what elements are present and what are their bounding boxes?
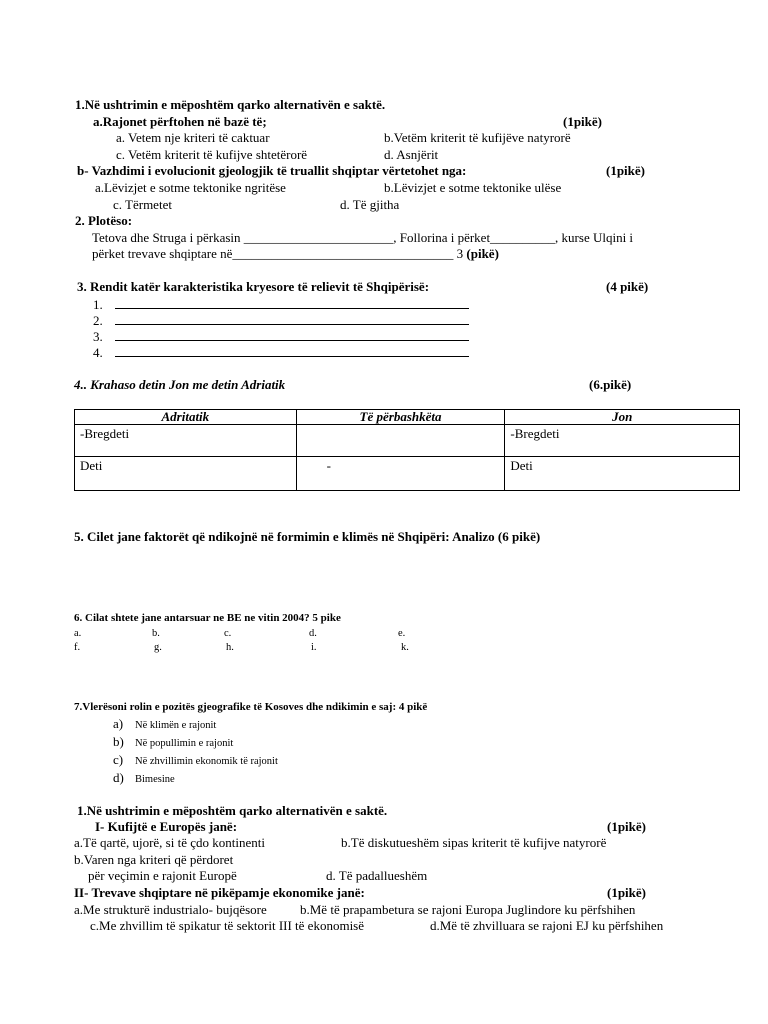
q6-h[interactable]: h. xyxy=(226,642,234,653)
q6-i[interactable]: i. xyxy=(311,642,317,653)
q3-points: (4 pikë) xyxy=(606,279,649,294)
q3-answer-line-4[interactable] xyxy=(115,344,469,357)
q7-title: 7.Vlerësoni rolin e pozitës gjeografike të Kosoves dhe ndikimin e saj: 4 pikë xyxy=(74,701,428,713)
q2-line1[interactable]: Tetova dhe Struga i përkasin _______________________, Follorina i përket__________, kurse Ulqini i xyxy=(92,230,634,245)
q8-title: 1.Në ushtrimin e mëposhtëm qarko alternativën e saktë. xyxy=(77,803,388,818)
q8-II-question: II- Trevave shqiptare në pikëpamje ekonomike janë: xyxy=(74,885,365,900)
q1a-option-a[interactable]: a. Vetem nje kriteri të caktuar xyxy=(116,130,270,145)
q6-b[interactable]: b. xyxy=(152,628,160,639)
q8-II-points: (1pikë) xyxy=(607,885,646,900)
q5-title: 5. Cilet jane faktorët që ndikojnë në formimin e klimës në Shqipëri: Analizo (6 pikë) xyxy=(74,529,541,544)
header-jon: Jon xyxy=(505,410,740,425)
q3-title: 3. Rendit katër karakteristika kryesore të relievit të Shqipërisë: xyxy=(77,279,430,294)
q8-II-option-d[interactable]: d.Më të zhvilluara se rajoni EJ ku përfshihen xyxy=(430,918,664,933)
q8-I-option-d[interactable]: d. Të padallueshëm xyxy=(326,868,428,883)
q1a-option-b[interactable]: b.Vetëm kriterit të kufijëve natyrorë xyxy=(384,130,571,145)
q6-e[interactable]: e. xyxy=(398,628,406,639)
q1b-points: (1pikë) xyxy=(606,163,645,178)
q7-item-a[interactable]: a) Në klimën e rajonit xyxy=(113,716,217,731)
cell-jon-sea[interactable]: Deti xyxy=(505,457,740,491)
q7-item-c[interactable]: c) Në zhvillimin ekonomik të rajonit xyxy=(113,752,278,767)
q8-II-option-a[interactable]: a.Me strukturë industrialo- bujqësore xyxy=(74,902,267,917)
q3-answer-line-2[interactable] xyxy=(115,312,469,325)
q3-answer-line-1[interactable] xyxy=(115,296,469,309)
q1-title: 1.Në ushtrimin e mëposhtëm qarko alternativën e saktë. xyxy=(75,97,386,112)
cell-jon-coast[interactable]: -Bregdeti xyxy=(505,425,740,457)
q8-I-points: (1pikë) xyxy=(607,819,646,834)
q1b-option-d[interactable]: d. Të gjitha xyxy=(340,197,400,212)
q1b-option-c[interactable]: c. Tërmetet xyxy=(113,197,172,212)
q2-line2-text[interactable]: përket trevave shqiptare në__________________________________ 3 xyxy=(92,246,467,261)
q8-I-option-c-line2[interactable]: për veçimin e rajonit Europë xyxy=(88,868,237,883)
q6-d[interactable]: d. xyxy=(309,628,317,639)
q6-f[interactable]: f. xyxy=(74,642,81,653)
q8-II-option-c[interactable]: c.Me zhvillim të spikatur të sektorit III të ekonomisë xyxy=(90,918,365,933)
comparison-table xyxy=(74,409,740,491)
q1b-option-b[interactable]: b.Lëvizjet e sotme tektonike ulëse xyxy=(384,180,562,195)
q3-answer-line-3[interactable] xyxy=(115,328,469,341)
q2-title: 2. Plotëso: xyxy=(75,213,133,228)
q6-k[interactable]: k. xyxy=(401,642,409,653)
q8-I-option-b[interactable]: b.Të diskutueshëm sipas kriterit të kufijve natyrorë xyxy=(341,835,607,850)
q4-points: (6.pikë) xyxy=(589,377,632,392)
q1a-option-c[interactable]: c. Vetëm kriterit të kufijve shtetërorë xyxy=(116,147,308,162)
table-header-row xyxy=(75,410,740,425)
q1b-question: b- Vazhdimi i evolucionit gjeologjik të truallit shqiptar vërtetohet nga: xyxy=(77,163,467,178)
q3-item-4[interactable]: 4. xyxy=(93,344,469,360)
cell-adriatik-coast[interactable]: -Bregdeti xyxy=(75,425,297,457)
q8-I-option-c-line1[interactable]: b.Varen nga kriteri që përdoret xyxy=(74,852,234,867)
q8-I-question: I- Kufijtë e Europës janë: xyxy=(95,819,238,834)
q1b-option-a[interactable]: a.Lëvizjet e sotme tektonike ngritëse xyxy=(95,180,286,195)
q6-a[interactable]: a. xyxy=(74,628,82,639)
q2-points: (pikë) xyxy=(466,246,499,261)
q1a-points: (1pikë) xyxy=(563,114,602,129)
q3-item-2[interactable]: 2. xyxy=(93,312,469,328)
q2-line2[interactable] xyxy=(92,246,499,261)
cell-adriatik-sea[interactable]: Deti xyxy=(75,457,297,491)
q1a-question: a.Rajonet përftohen në bazë të; xyxy=(93,114,267,129)
q1a-option-d[interactable]: d. Asnjërit xyxy=(384,147,439,162)
q6-c[interactable]: c. xyxy=(224,628,232,639)
cell-common-coast[interactable] xyxy=(296,425,505,457)
q3-item-1[interactable]: 1. xyxy=(93,296,469,312)
q6-g[interactable]: g. xyxy=(154,642,162,653)
q4-title: 4.. Krahaso detin Jon me detin Adriatik xyxy=(74,377,286,392)
table-row xyxy=(75,425,740,457)
table-row xyxy=(75,457,740,491)
q7-item-b[interactable]: b) Në popullimin e rajonit xyxy=(113,734,234,749)
cell-common-sea[interactable]: - xyxy=(296,457,505,491)
q7-item-d[interactable]: d) Bimesine xyxy=(113,770,175,785)
q8-II-option-b[interactable]: b.Më të prapambetura se rajoni Europa Juglindore ku përfshihen xyxy=(300,902,636,917)
q6-title: 6. Cilat shtete jane antarsuar ne BE ne vitin 2004? 5 pike xyxy=(74,612,341,624)
q3-item-3[interactable]: 3. xyxy=(93,328,469,344)
header-adriatik: Adritatik xyxy=(75,410,297,425)
q8-I-option-a[interactable]: a.Të qartë, ujorë, si të çdo kontinenti xyxy=(74,835,265,850)
header-common: Të përbashkëta xyxy=(296,410,505,425)
